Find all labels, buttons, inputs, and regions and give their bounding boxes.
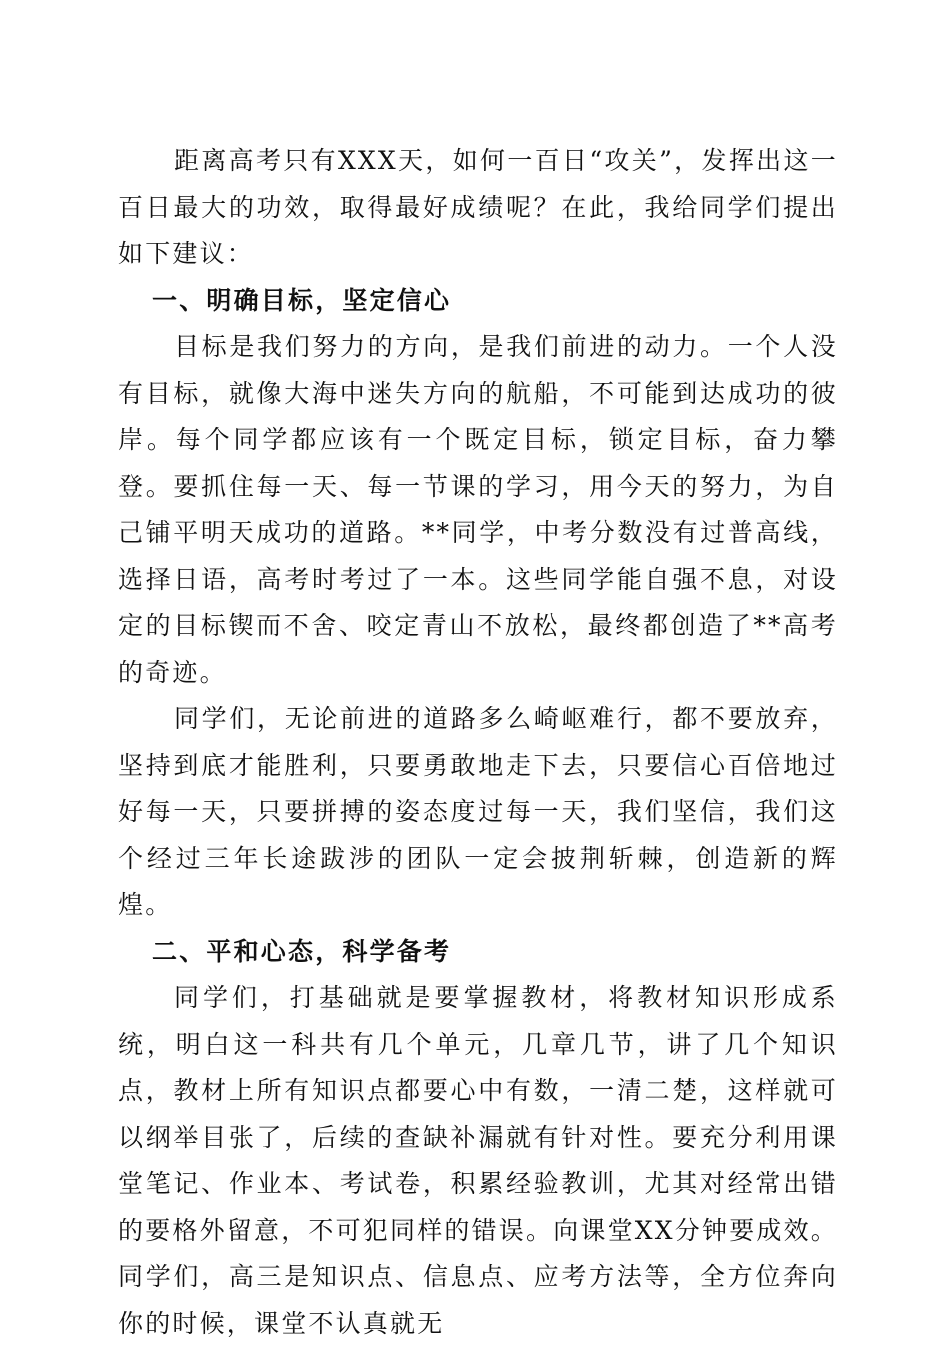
intro-paragraph: 距离高考只有XXX天，如何一百日“攻关”，发挥出这一百日最大的功效，取得最好成绩呢？在此，我给同学们提出如下建议： bbox=[118, 146, 838, 268]
section-2-paragraph-1: 同学们，打基础就是要掌握教材，将教材知识形成系统，明白这一科共有几个单元，几章几节，讲了几个知识点，教材上所有知识点都要心中有数，一清二楚，这样就可以纲举目张了，后续的查缺补漏就有针对性。要充分利用课堂笔记、作业本、考试卷，积累经验教训，尤其对经常出错的要格外留意，不可犯同样的错误。向课堂XX分钟要成效。同学们，高三是知识点、信息点、应考方法等，全方位奔向你的时候，课堂不认真就无 bbox=[118, 983, 838, 1338]
document-body bbox=[118, 138, 838, 1347]
section-1-paragraph-2: 同学们，无论前进的道路多么崎岖难行，都不要放弃，坚持到底才能胜利，只要勇敢地走下去，只要信心百倍地过好每一天，只要拼搏的姿态度过每一天，我们坚信，我们这个经过三年长途跋涉的团队一定会披荆斩棘，创造新的辉煌。 bbox=[118, 704, 838, 919]
section-2-heading: 二、平和心态，科学备考 bbox=[152, 936, 452, 966]
section-1-heading: 一、明确目标，坚定信心 bbox=[152, 285, 452, 315]
section-1-paragraph-1: 目标是我们努力的方向，是我们前进的动力。一个人没有目标，就像大海中迷失方向的航船，不可能到达成功的彼岸。每个同学都应该有一个既定目标，锁定目标，奋力攀登。要抓住每一天、每一节课的学习，用今天的努力，为自己铺平明天成功的道路。**同学，中考分数没有过普高线，选择日语，高考时考过了一本。这些同学能自强不息，对设定的目标锲而不舍、咬定青山不放松，最终都创造了**高考的奇迹。 bbox=[118, 332, 838, 687]
